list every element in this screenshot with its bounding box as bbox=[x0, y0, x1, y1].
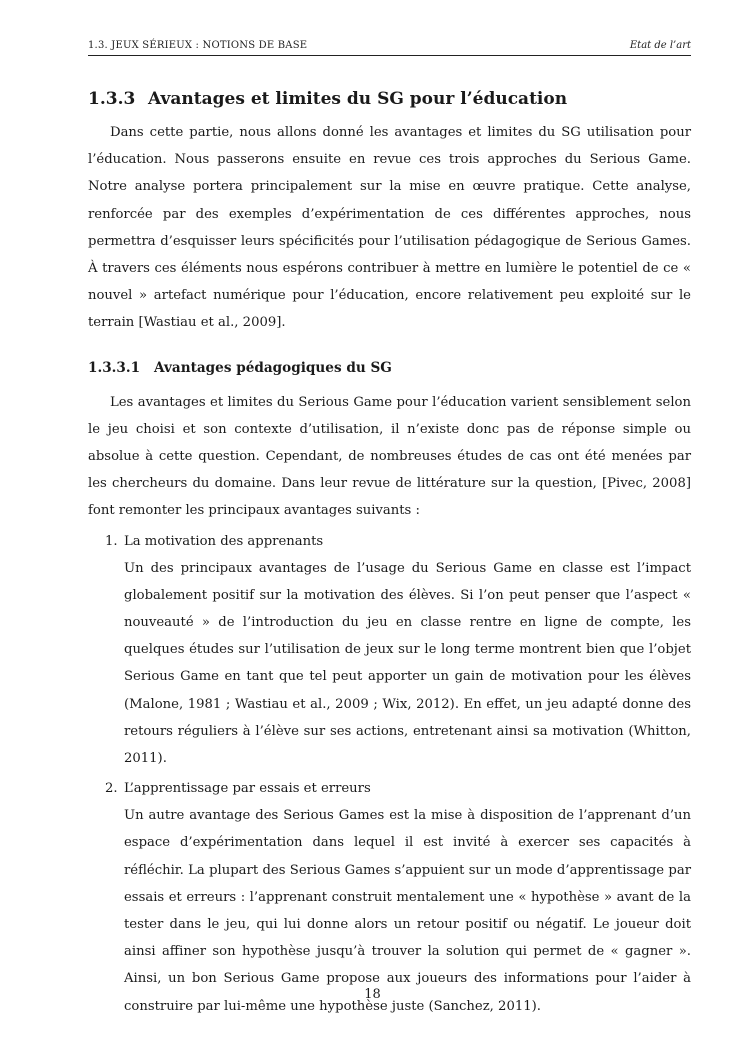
page-number: 18 bbox=[364, 987, 381, 1002]
list-item-title bbox=[88, 528, 691, 555]
running-header bbox=[88, 40, 691, 56]
list-item-marker: 1. bbox=[105, 533, 118, 549]
list-item-text: Un des principaux avantages de l’usage du Serious Game en classe est l’impact globalement positif sur la motivation des élèves. Si l’on peut penser que l’aspect « nouveauté » de l’introduction du jeu en classe rentre en ligne de compte, les quelques études sur l’utilisation de jeux sur le long terme montrent bien que l’objet Serious Game en tant que tel peut apporter un gain de motivation pour les élèves (Malone, 1981 ; Wastiau et al., 2009 ; Wix, 2012). En effet, un jeu adapté donne des retours réguliers à l’élève sur ses actions, entretenant ainsi sa motivation (Whitton, 2011). bbox=[124, 560, 691, 767]
section-number: 1.3.3 bbox=[88, 89, 136, 109]
subsection-title: Avantages pédagogiques du SG bbox=[154, 359, 392, 376]
subsection-heading bbox=[88, 358, 691, 378]
list-item-heading: La motivation des apprenants bbox=[124, 533, 324, 549]
list-item-title bbox=[88, 775, 691, 802]
header-part-label: Etat de l’art bbox=[629, 40, 691, 51]
header-chapter-label: 1.3. JEUX SÉRIEUX : NOTIONS DE BASE bbox=[88, 40, 308, 51]
section-heading bbox=[88, 89, 691, 109]
list-item bbox=[88, 775, 691, 1020]
section-title: Avantages et limites du SG pour l’éducation bbox=[148, 89, 568, 109]
page-body bbox=[88, 40, 691, 1020]
subsection-paragraph: Les avantages et limites du Serious Game pour l’éducation varient sensiblement selon le jeu choisi et son contexte d’utilisation, il n’existe donc pas de réponse simple ou absolue à cette question. Cependant, de nombreuses études de cas ont été menées par les chercheurs du domaine. Dans leur revue de littérature sur la question, [Pivec, 2008] font remonter les principaux avantages suivants : bbox=[88, 394, 691, 519]
list-item bbox=[88, 528, 691, 773]
list-item-text: Un autre avantage des Serious Games est la mise à disposition de l’apprenant d’un espace d’expérimentation dans lequel il est invité à exercer ses capacités à réfléchir. La plupart des Serious Games s’appuient sur un mode d’apprentissage par essais et erreurs : l’apprenant construit mentalement une « hypothèse » avant de la tester dans le jeu, qui lui donne alors un retour positif ou négatif. Le joueur doit ainsi affiner son hypothèse jusqu’à trouver la solution qui permet de « gagner ». Ainsi, un bon Serious Game propose aux joueurs des informations pour l’aider à construire par lui-même une hypothèse juste (Sanchez, 2011). bbox=[124, 808, 691, 1014]
section-paragraph: Dans cette partie, nous allons donné les avantages et limites du SG utilisation pour l’éducation. Nous passerons ensuite en revue ces trois approches du Serious Game. Notre analyse portera principalement sur la mise en œuvre pratique. Cette analyse, renforcée par des exemples d’expérimentation de ces différentes approches, nous permettra d’esquisser leurs spécificités pour l’utilisation pédagogique de Serious Games. À travers ces éléments nous espérons contribuer à mettre en lumière le potentiel de ce « nouvel » artefact numérique pour l’éducation, encore relativement peu exploité sur le terrain [Wastiau et al., 2009]. bbox=[88, 125, 691, 331]
list-item-body bbox=[88, 555, 691, 773]
list-item-heading: L’apprentissage par essais et erreurs bbox=[124, 781, 371, 797]
list-item-marker: 2. bbox=[105, 781, 118, 797]
subsection-number: 1.3.3.1 bbox=[88, 359, 141, 376]
advantages-list bbox=[88, 528, 691, 1020]
